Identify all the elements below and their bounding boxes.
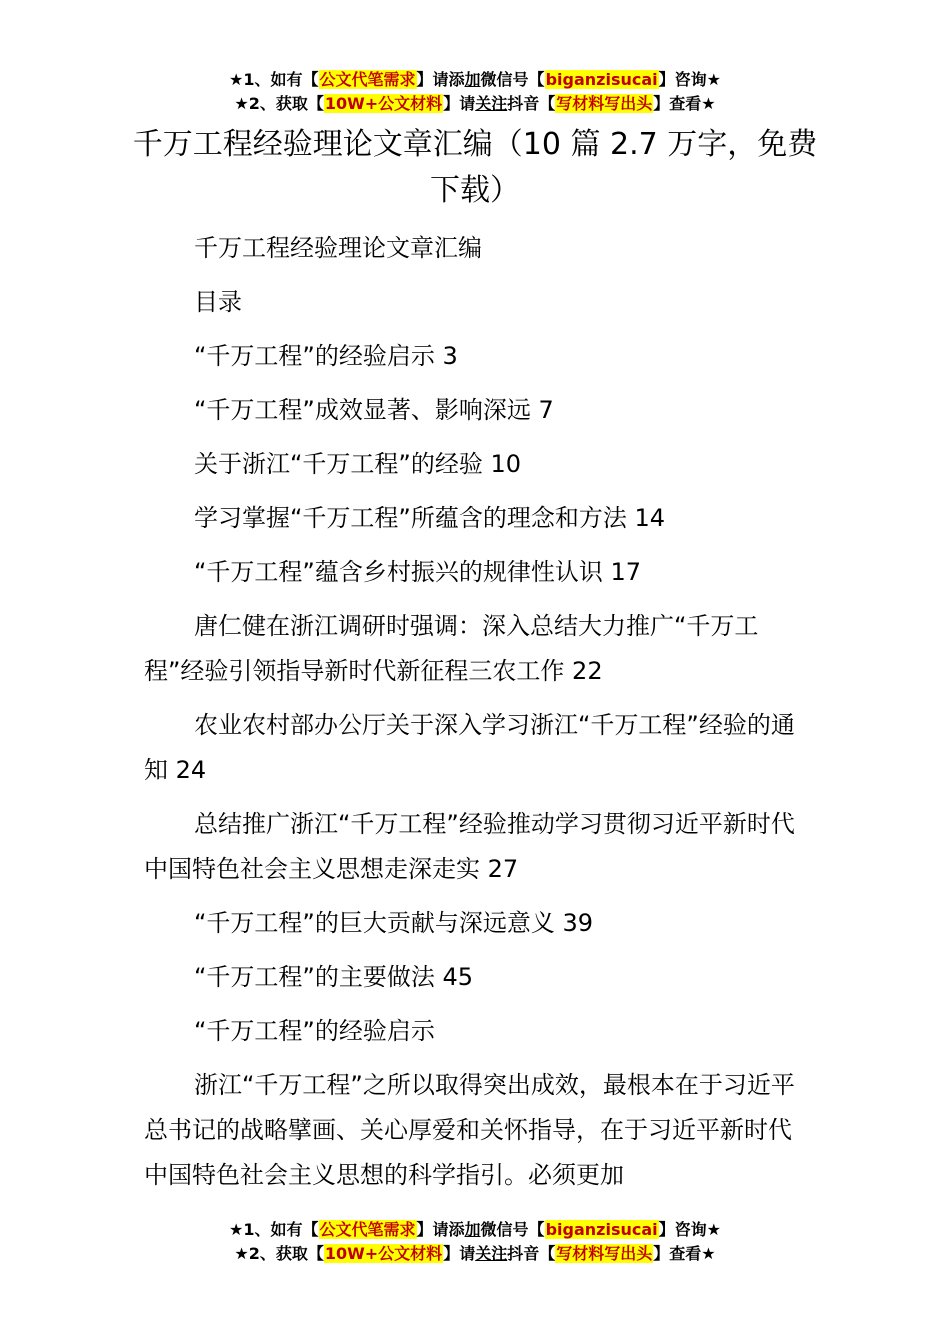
footer-banner (0, 1218, 950, 1266)
toc-entry: 总结推广浙江“千万工程”经验推动学习贯彻习近平新时代中国特色社会主义思想走深走实 27 (144, 810, 795, 883)
toc-entry: 学习掌握“千万工程”所蕴含的理念和方法 14 (194, 504, 666, 532)
toc-entry: “千万工程”成效显著、影响深远 7 (194, 396, 554, 424)
highlight-service: 公文代笔需求 (319, 70, 416, 89)
document-title: 千万工程经验理论文章汇编（10 篇 2.7 万字，免费下载） (132, 127, 818, 208)
toc-entry: “千万工程”的巨大贡献与深远意义 39 (194, 909, 594, 937)
highlight-materials: 10W+公文材料 (324, 1244, 443, 1263)
toc-entry: “千万工程”的经验启示 3 (194, 342, 458, 370)
highlight-wechat-id: biganzisucai (545, 70, 658, 89)
highlight-douyin: 写材料写出头 (556, 1244, 653, 1263)
highlight-service: 公文代笔需求 (319, 1220, 416, 1239)
toc-entry: “千万工程”的主要做法 45 (194, 963, 474, 991)
highlight-materials: 10W+公文材料 (324, 94, 443, 113)
document-body (144, 226, 806, 1198)
toc-entry: 唐仁健在浙江调研时强调：深入总结大力推广“千万工程”经验引领指导新时代新征程三农工作 22 (144, 612, 759, 685)
body-paragraph: 浙江“千万工程”之所以取得突出成效，最根本在于习近平总书记的战略擘画、关心厚爱和关怀指导，在于习近平新时代中国特色社会主义思想的科学指引。必须更加 (144, 1071, 795, 1189)
banner-line-1: ★1、如有【公文代笔需求】请添加微信号【biganzisucai】咨询★ (229, 1220, 721, 1239)
banner-line-1: ★1、如有【公文代笔需求】请添加微信号【biganzisucai】咨询★ (229, 70, 721, 89)
header-banner (0, 68, 950, 116)
highlight-wechat-id: biganzisucai (545, 1220, 658, 1239)
highlight-douyin: 写材料写出头 (556, 94, 653, 113)
banner-line-2: ★2、获取【10W+公文材料】请关注抖音【写材料写出头】查看★ (234, 94, 716, 113)
toc-entry: 农业农村部办公厅关于深入学习浙江“千万工程”经验的通知 24 (144, 711, 795, 784)
toc-entry: “千万工程”蕴含乡村振兴的规律性认识 17 (194, 558, 642, 586)
toc-entry: 关于浙江“千万工程”的经验 10 (194, 450, 522, 478)
section-heading: “千万工程”的经验启示 (194, 1017, 435, 1045)
body-paragraph: 千万工程经验理论文章汇编 (194, 234, 482, 262)
banner-line-2: ★2、获取【10W+公文材料】请关注抖音【写材料写出头】查看★ (234, 1244, 716, 1263)
toc-heading: 目录 (194, 288, 242, 316)
